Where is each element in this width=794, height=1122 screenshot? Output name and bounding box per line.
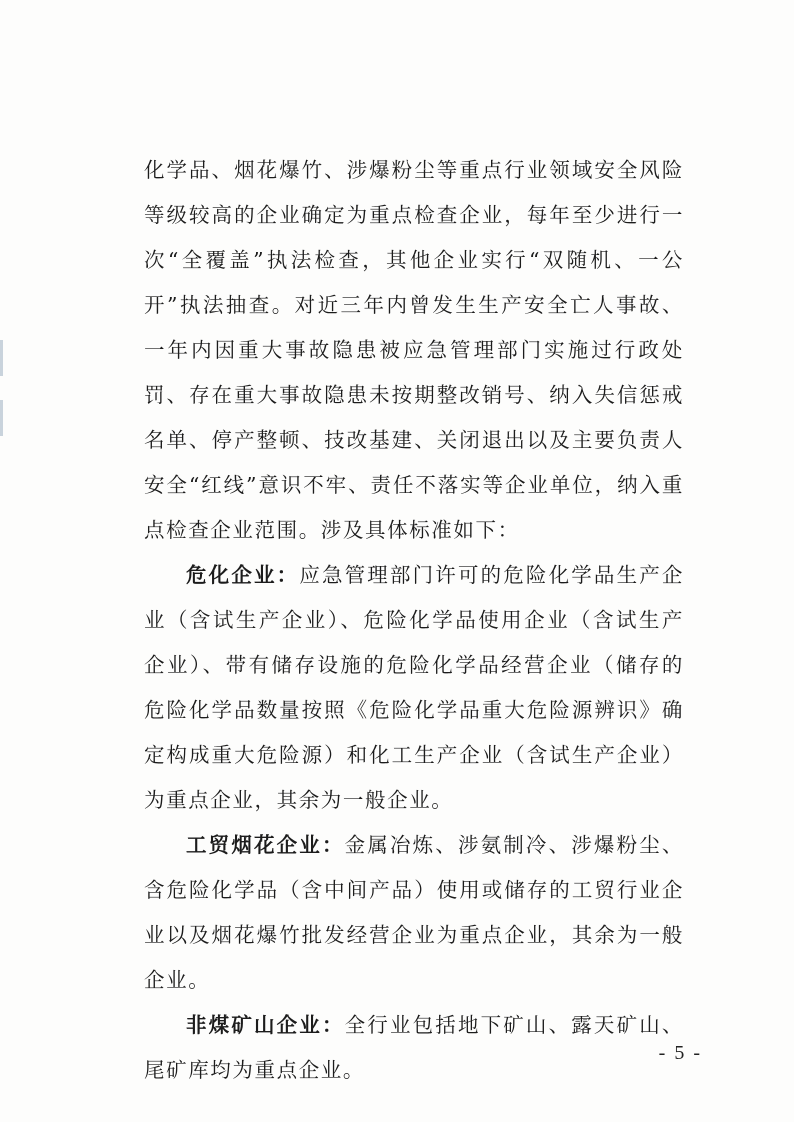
- paragraph-hazchem: [144, 553, 684, 823]
- paragraph-text: 金属冶炼、涉氨制冷、涉爆粉尘、含危险化学品（含中间产品）使用或储存的工贸行业企业以及烟花爆竹批发经营企业为重点企业，其余为一般企业。: [144, 833, 685, 992]
- paragraph-lead: 工贸烟花企业：: [186, 833, 345, 857]
- paragraph-text: 化学品、烟花爆竹、涉爆粉尘等重点行业领域安全风险等级较高的企业确定为重点检查企业，每年至少进行一次“全覆盖”执法检查，其他企业实行“双随机、一公开”执法抽查。对近三年内曾发生生产安全亡人事故、一年内因重大事故隐患被应急管理部门实施过行政处罚、存在重大事故隐患未按期整改销号、纳入失信惩戒名单、停产整顿、技改基建、关闭退出以及主要负责人安全“红线”意识不牢、责任不落实等企业单位，纳入重点检查企业范围。涉及具体标准如下：: [144, 158, 684, 542]
- paragraph-text: 应急管理部门许可的危险化学品生产企业（含试生产企业）、危险化学品使用企业（含试生产企业）、带有储存设施的危险化学品经营企业（储存的危险化学品数量按照《危险化学品重大危险源辨识》确定构成重大危险源）和化工生产企业（含试生产企业）为重点企业，其余为一般企业。: [144, 563, 684, 812]
- paragraph-non-coal-mining: [144, 1003, 684, 1093]
- page-number: - 5 -: [658, 1042, 702, 1064]
- document-body: [144, 148, 684, 1093]
- paragraph-lead: 危化企业：: [186, 563, 300, 587]
- scan-edge-mark: [0, 340, 3, 376]
- paragraph-continued: [144, 148, 684, 553]
- paragraph-lead: 非煤矿山企业：: [186, 1013, 345, 1037]
- scan-edge-mark: [0, 400, 3, 436]
- paragraph-text: 全行业包括地下矿山、露天矿山、尾矿库均为重点企业。: [144, 1013, 685, 1082]
- paragraph-industry-fireworks: [144, 823, 684, 1003]
